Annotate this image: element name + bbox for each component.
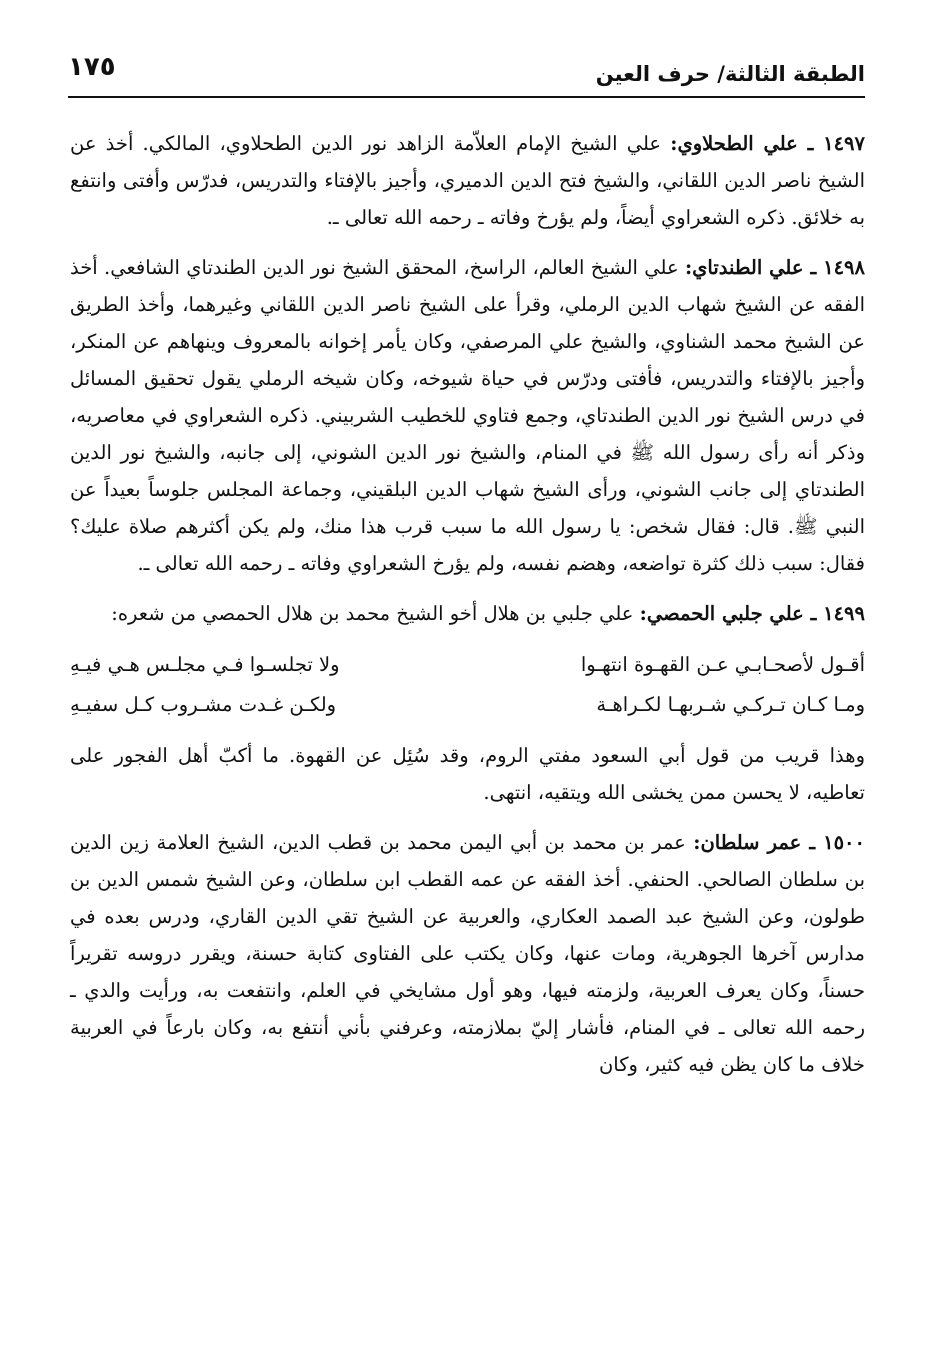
entry-name: عمر سلطان	[700, 831, 802, 854]
poem-hemistich-second: ولكـن غـدت مشـروب كـل سفيـهِ	[70, 693, 337, 716]
entry-name: علي الطحلاوي	[677, 132, 798, 155]
entry-1498	[70, 249, 865, 582]
entry-name: علي جلبي الحمصي	[646, 602, 804, 625]
entry-text: عمر بن محمد بن أبي اليمن محمد بن قطب الدين، الشيخ العلامة زين الدين بن سلطان الصالحي. الحنفي. أخذ الفقه عن عمه القطب ابن سلطان، وعن الشيخ شمس الدين بن طولون، وعن الشيخ عبد الصمد العكاري، والعربية عن الشيخ تقي الدين القاري، ودرس بعده في مدارس آخرها الجوهرية، ومات عنها، وكان يكتب على الفتاوى كتابة حسنة، ويقرر دروسه تقريراً حسناً، وكان يعرف العربية، ولزمته فيها، وهو أول مشايخي في العلم، وانتفعت به، ورأيت والدي ـ رحمه الله تعالى ـ في المنام، فأشار إليّ بملازمته، وعرفني بأني أنتفع به، وكان بارعاً في العربية خلاف ما كان يظن فيه كثير، وكان	[70, 831, 865, 1076]
entry-1499	[70, 595, 865, 632]
entry-dash: ـ	[807, 132, 814, 155]
entry-heading: ١٥٠٠ ـ عمر سلطان:	[693, 831, 865, 854]
poem-hemistich-second: ولا تجلسـوا فـي مجلـس هـي فيـهِ	[70, 653, 340, 676]
poem	[70, 645, 865, 725]
entry-text: علي جلبي بن هلال أخو الشيخ محمد بن هلال الحمصي من شعره:	[111, 602, 634, 625]
page-number: ١٧٥	[68, 52, 116, 82]
entry-1500	[70, 824, 865, 1083]
poem-commentary: وهذا قريب من قول أبي السعود مفتي الروم، وقد سُئِل عن القهوة. ما أكبّ أهل الفجور على تعاطيه، لا يحسن ممن يخشى الله ويتقيه، انتهى.	[70, 744, 865, 804]
entry-number: ١٤٩٧	[823, 132, 866, 155]
entry-heading: ١٤٩٩ ـ علي جلبي الحمصي:	[639, 602, 865, 625]
poem-verse	[70, 645, 865, 685]
entry-text: علي الشيخ الإمام العلاّمة الزاهد نور الدين الطحلاوي، المالكي. أخذ عن الشيخ ناصر الدين اللقاني، والشيخ فتح الدين الدميري، وأجيز بالإفتاء والتدريس، فدرّس وأفتى وانتفع به خلائق. ذكره الشعراوي أيضاً، ولم يؤرخ وفاته ـ رحمه الله تعالى ـ.	[70, 132, 865, 229]
entry-dash: ـ	[810, 256, 817, 279]
entry-name: علي الطندتاي	[692, 256, 804, 279]
entry-heading: ١٤٩٨ ـ علي الطندتاي:	[684, 256, 865, 279]
entry-text: علي الشيخ العالم، الراسخ، المحقق الشيخ نور الدين الطندتاي الشافعي. أخذ الفقه عن الشيخ شهاب الدين الرملي، وقرأ على الشيخ ناصر الدين اللقاني وغيرهما، وأخذ الطريق عن الشيخ محمد الشناوي، والشيخ علي المرصفي، وكان يأمر إخوانه بالمعروف وينهاهم عن المنكر، وأجيز بالإفتاء والتدريس، فأفتى ودرّس في حياة شيوخه، وكان شيخه الرملي يقول تحقيق المسائل في درس الشيخ نور الدين الطندتاي، وجمع فتاوي للخطيب الشربيني. ذكره الشعراوي في معاصريه، وذكر أنه رأى رسول الله ﷺ في المنام، والشيخ نور الدين الشوني، إلى جانبه، والشيخ نور الدين الطندتاي إلى جانب الشوني، ورأى الشيخ شهاب الدين البلقيني، وجماعة المجلس جلوساً بعيداً عن النبي ﷺ. قال: فقال شخص: يا رسول الله ما سبب قرب هذا منك، ولم يكن أكثرهم صلاة عليك؟ فقال: سبب ذلك كثرة تواضعه، وهضم نفسه، ولم يؤرخ الشعراوي وفاته ـ رحمه الله تعالى ـ.	[70, 256, 865, 575]
running-head: الطبقة الثالثة/ حرف العين	[595, 62, 865, 86]
entry-dash: ـ	[809, 831, 816, 854]
page-body	[70, 125, 865, 1326]
entry-number: ١٤٩٩	[823, 602, 865, 625]
entry-dash: ـ	[810, 602, 817, 625]
poem-hemistich-first: ومـا كـان تـركـي شـربهـا لكـراهـة	[596, 693, 865, 716]
poem-verse	[70, 685, 865, 725]
entry-number: ١٥٠٠	[823, 831, 865, 854]
entry-number: ١٤٩٨	[823, 256, 865, 279]
entry-heading: ١٤٩٧ ـ علي الطحلاوي:	[670, 132, 866, 155]
entry-1497	[70, 125, 865, 236]
poem-hemistich-first: أقـول لأصحـابـي عـن القهـوة انتهـوا	[580, 653, 865, 676]
page-header	[68, 52, 865, 98]
